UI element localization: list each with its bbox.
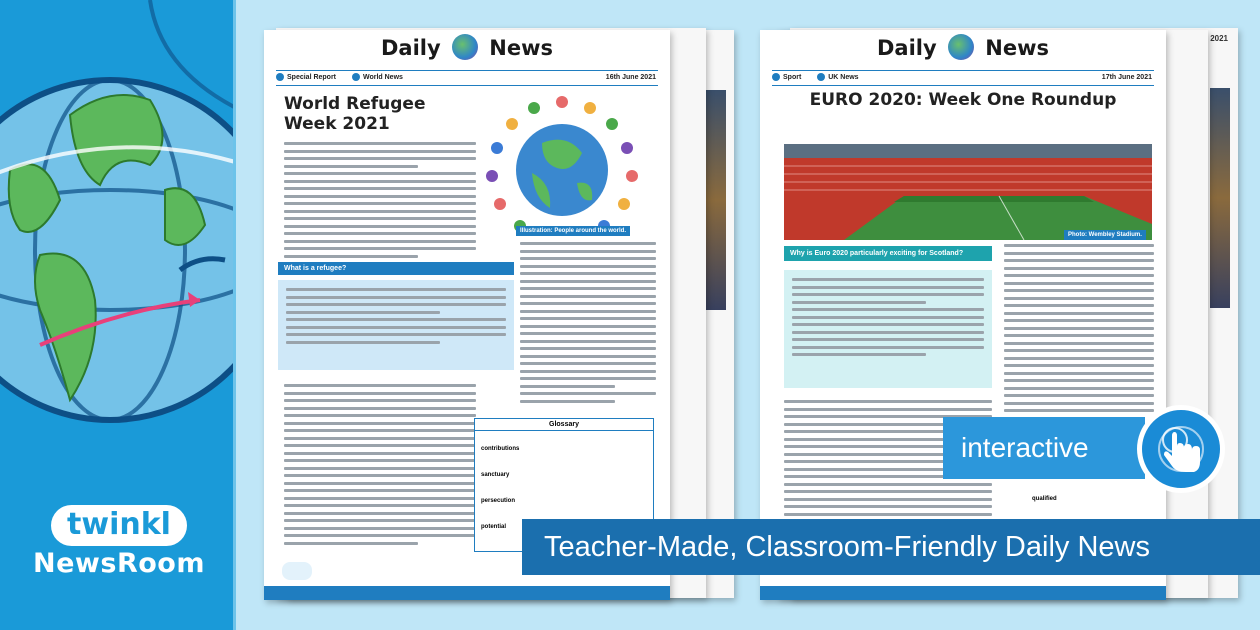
masthead-globe-icon [948,34,974,60]
masthead-daily: Daily [380,36,441,60]
back-page-photo [706,90,726,310]
issue-date: 16th June 2021 [605,74,656,81]
logo-brand: twinkl [51,505,187,546]
people-around-world-illustration [472,88,652,248]
globe-panel [0,0,236,630]
photo-credit: Photo: Wembley Stadium. [1064,230,1146,240]
globe-icon [352,73,360,81]
section-nav [772,70,1154,86]
globe-icon [772,73,780,81]
back-page-photo [1210,88,1230,308]
article-column-right [520,242,656,407]
back-page-date: 2021 [1210,34,1228,43]
article-column-left [284,384,476,549]
masthead [760,36,1166,62]
article-column-right [1004,244,1154,424]
article-title: World Refugee Week 2021 [284,94,426,134]
refugee-definition-box [278,280,514,370]
newspaper-page-refugee-week [264,30,670,600]
wembley-stadium-photo [784,144,1152,240]
glossary-term: contributions [481,446,520,452]
page-footer [264,586,670,600]
masthead-daily: Daily [876,36,937,60]
interactive-badge: interactive [943,417,1145,479]
twinkl-newsroom-logo [24,505,214,579]
article-title: EURO 2020: Week One Roundup [809,90,1117,110]
section-nav [276,70,658,86]
tagline-banner: Teacher-Made, Classroom-Friendly Daily News [522,519,1260,575]
nav-uk-news: UK News [817,71,858,84]
nav-special-report: Special Report [276,71,336,84]
glossary-term: potential [481,524,506,530]
glossary-term: sanctuary [481,472,510,478]
masthead [264,36,670,62]
globe-icon [276,73,284,81]
logo-product: NewsRoom [33,548,205,579]
scotland-facts-box [784,270,992,388]
page-footer [760,586,1166,600]
glossary-term: persecution [481,498,516,504]
masthead-news: News [489,36,554,60]
glossary-title: Glossary [475,419,653,431]
glossary-term: qualified [1032,496,1057,502]
touch-hand-icon [1137,405,1225,493]
scotland-question-heading: Why is Euro 2020 particularly exciting for Scotland? [784,246,992,261]
newspaper-page-euro-2020 [760,30,1166,600]
issue-date: 17th June 2021 [1101,74,1152,81]
nav-sport: Sport [772,71,801,84]
footer-logo [282,562,312,580]
globe-icon [817,73,825,81]
image-caption: Illustration: People around the world. [516,226,630,236]
article-intro-text [284,142,476,277]
masthead-globe-icon [452,34,478,60]
nav-world-news: World News [352,71,403,84]
section-heading-what-is-refugee: What is a refugee? [278,262,514,275]
masthead-news: News [985,36,1050,60]
